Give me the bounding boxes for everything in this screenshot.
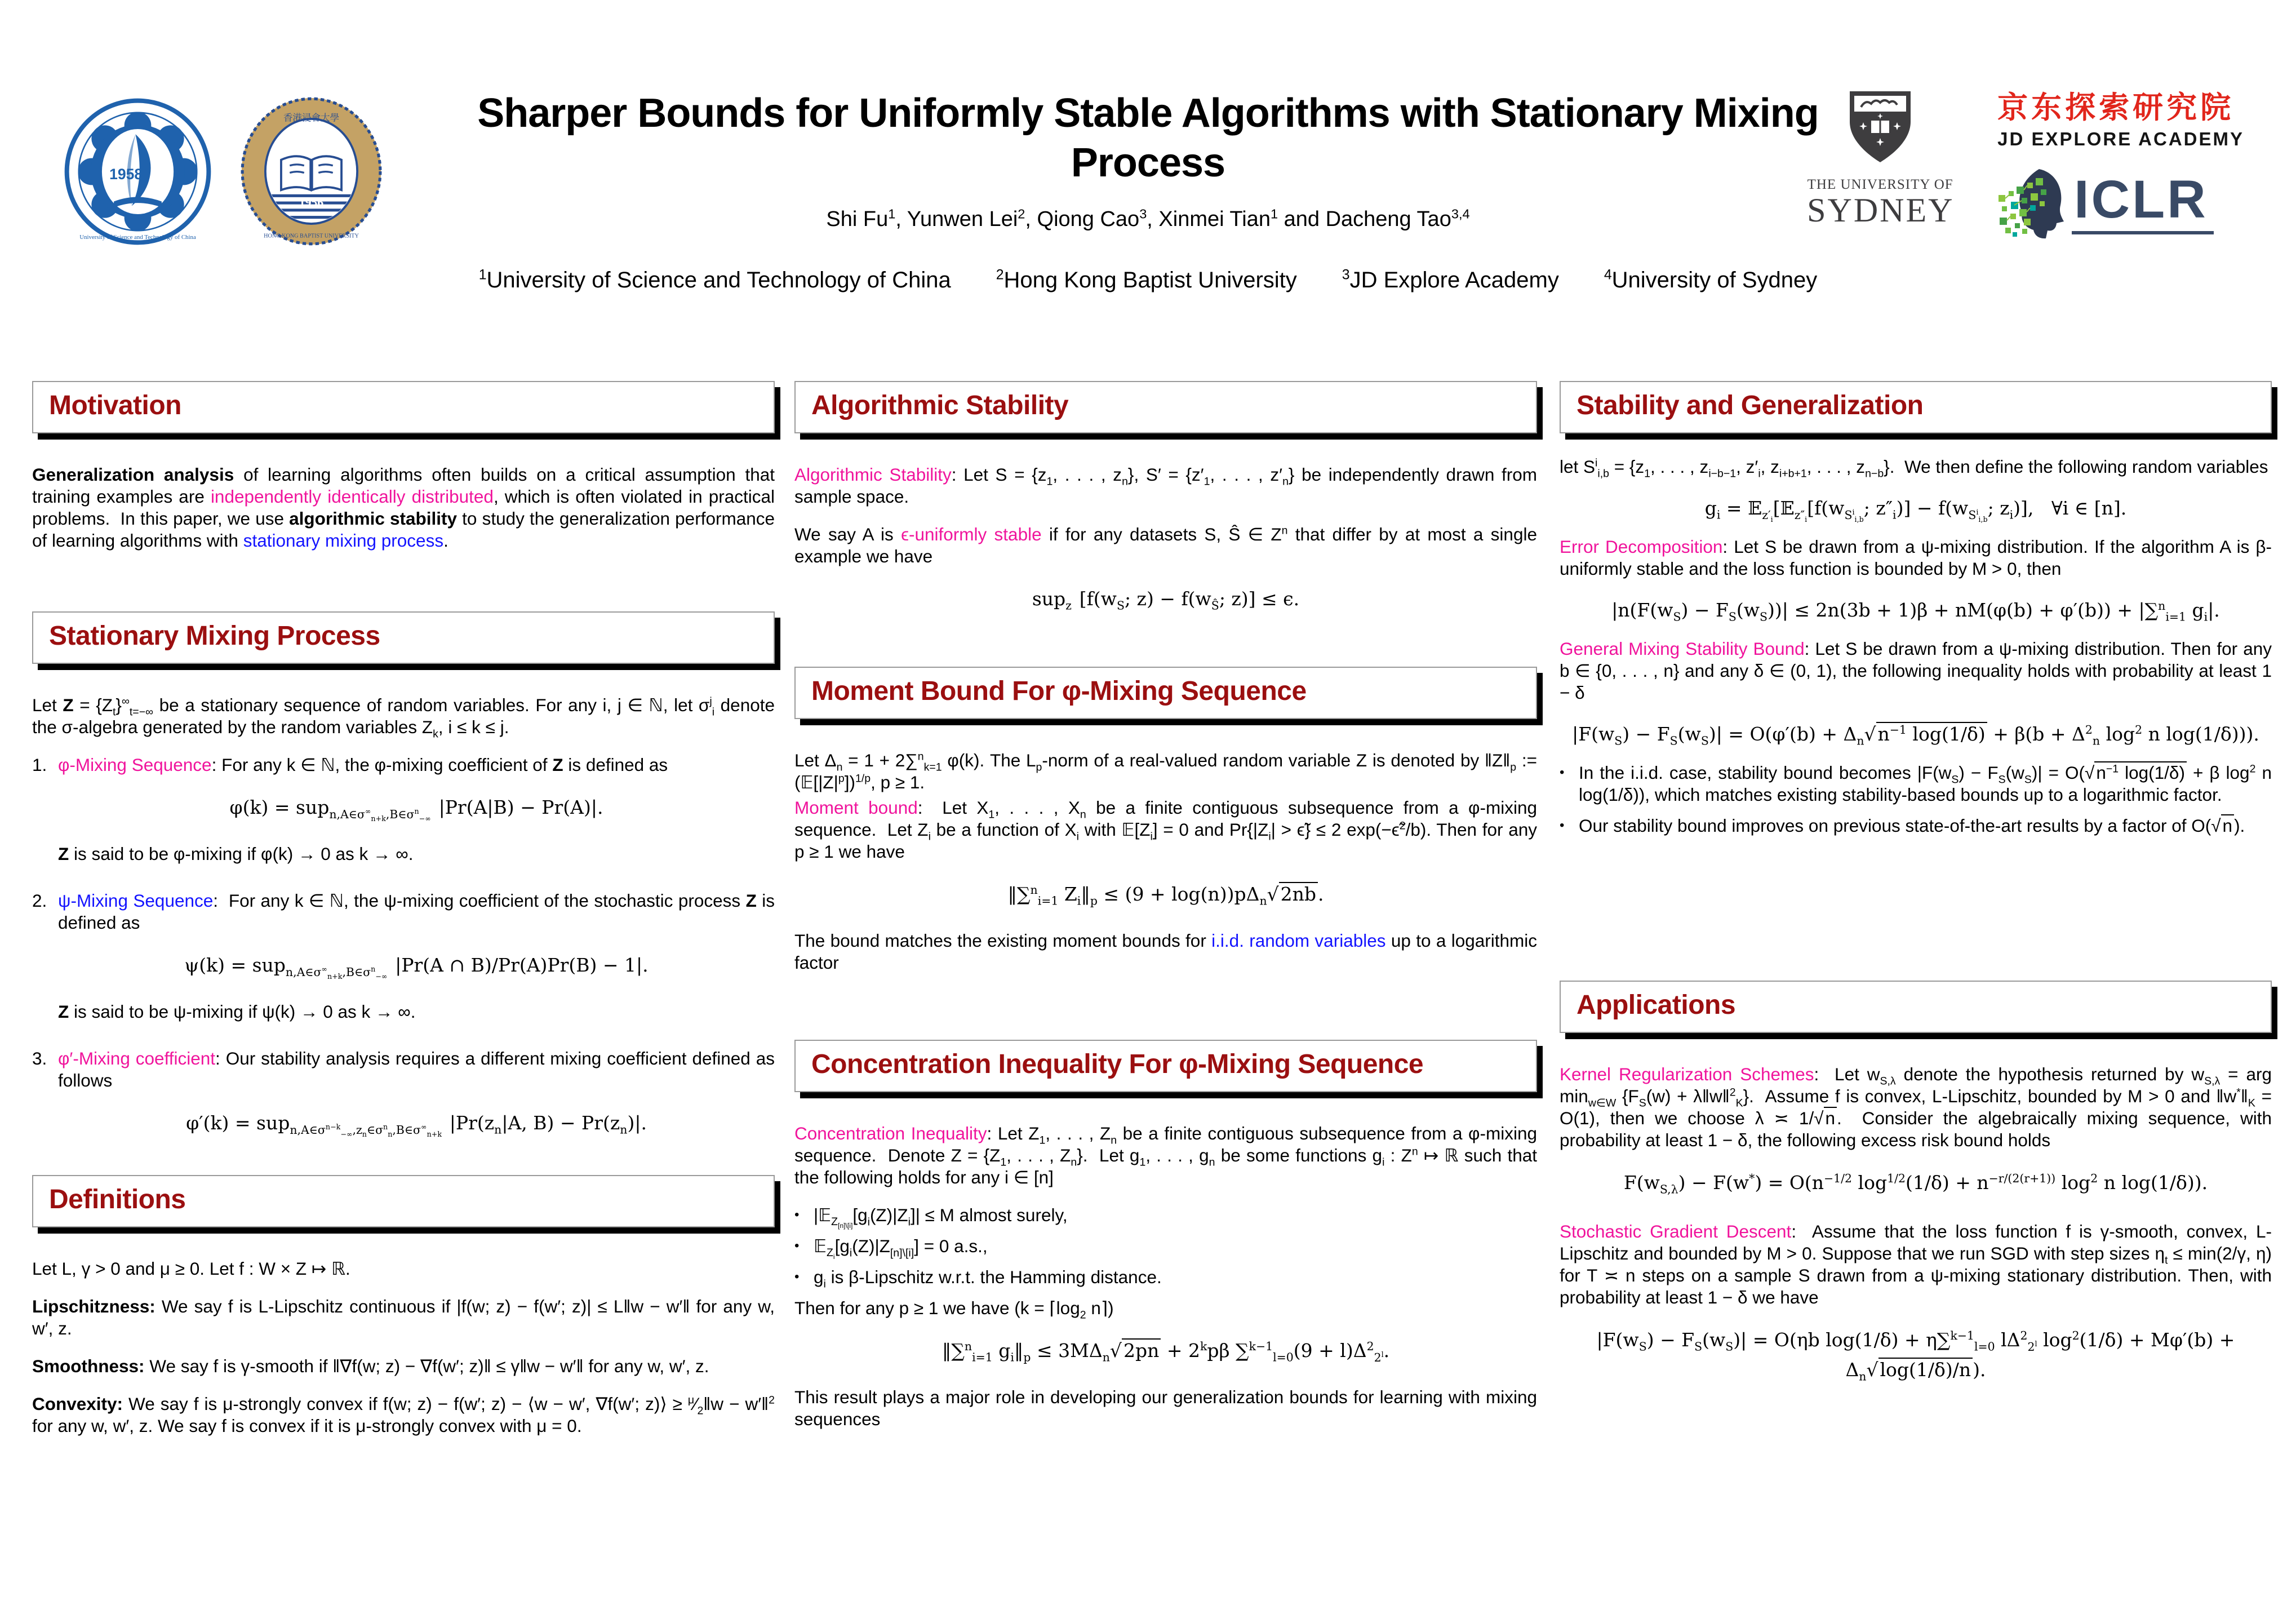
display-formula: $|F(w_S) - F_S(w_S)| = O(\eta b$ log(1/δ) + η∑$^{k-1}_{l=0}$ $l\Delta^2_{2^l}$ $\log^2(1/\delta) + M\varphi'(b) + \Delta_n√\log(1/\delta)/n$). <box>1596 1329 2235 1383</box>
display-formula: $|F(w_S) - F_S(w_S)| = O(\varphi'(b) + \Delta_n√n^{-1}$ $\log(1/\delta) + \beta(b + \Delta^2_n$ $\log^2 n$ log(1/δ))). <box>1572 722 2259 748</box>
paragraph: Concentration Inequality: Let $Z_1$, . . . , $Z_n$ be a finite contiguous subsequence from a φ-mixing sequence. Denote $Z = \{Z_1$, . . . , $Z_n$}. Let $g_1$, . . . , $g_n$ be some functions $g_i$ : $Z^n$ ↦ ℝ such that the following holds for any i ∈ [n] <box>794 1123 1537 1188</box>
section-concentration-inequality <box>794 1040 1537 1446</box>
paragraph: Let $\Delta_n = 1 + 2\sum^n_{k=1}$ φ(k). The $L_p$-norm of a real-valued random variable Z is denoted by $‖Z‖_p$ := $(𝔼[|Z|^p])^{1/p}$, p ≥ 1. <box>794 750 1537 793</box>
section-header <box>32 611 775 664</box>
paragraph: In the i.i.d. case, stability bound becomes $|F(w_S) - F_S(w_S)| = O(√n^{-1}$ log(1/δ) + β $\log^2 n$ log(1/δ)), which matches existing stability-based bounds up to a logarithmic factor. <box>1579 762 2272 805</box>
svg-text:HONG KONG BAPTIST UNIVERSITY: HONG KONG BAPTIST UNIVERSITY <box>264 233 359 240</box>
paragraph: Z is said to be φ-mixing if φ(k) → 0 as k → ∞. <box>58 843 414 864</box>
paragraph: let $S^i_{i,b} = \{z_1$, . . . , $z_{i-b-1}$, $z'_i$, $z_{i+b+1}$, . . . , $z_{n-b}$}. We then define the following random variables <box>1560 456 2268 480</box>
sydney-shield-icon <box>1846 89 1914 165</box>
poster-title: Sharper Bounds for Uniformly Stable Algorithms with Stationary Mixing Process <box>477 91 1819 185</box>
bullet-item <box>794 1204 1537 1230</box>
section-title: Motivation <box>49 391 181 420</box>
paragraph: φ-Mixing Sequence: For any k ∈ ℕ, the φ-mixing coefficient of Z is defined as <box>58 755 668 775</box>
paragraph: $g_i$ is β-Lipschitz w.r.t. the Hamming distance. <box>814 1267 1162 1291</box>
bullet-item <box>794 1235 1537 1261</box>
authors-line: Shi Fu$^1$, Yunwen Lei$^2$, Qiong Cao$^3$, Xinmei Tian$^1$ and Dacheng Tao$^{3,4}$ <box>826 206 1470 231</box>
hkbu-logo-icon <box>239 95 383 248</box>
display-formula: ‖∑$^n_{i=1}$ $Z_i‖_p \le (9 + \log(n))p\Delta_n√2nb$. <box>1007 883 1324 908</box>
item-number: 3. <box>32 1048 47 1068</box>
paragraph: Our stability bound improves on previous state-of-the-art results by a factor of O(√n). <box>1579 815 2245 836</box>
section-header <box>794 381 1537 433</box>
section-moment-bound <box>794 667 1537 990</box>
jd-logo <box>1997 92 2244 150</box>
svg-text:1956: 1956 <box>299 196 324 210</box>
header-logos-left <box>63 95 383 251</box>
bullet-item <box>794 1266 1537 1291</box>
svg-text:University of Science and Tech: University of Science and Technology of China <box>79 233 196 241</box>
sydney-logo <box>1807 89 1953 228</box>
section-header <box>32 381 775 433</box>
list-item <box>32 890 775 1039</box>
section-title: Stationary Mixing Process <box>49 621 380 651</box>
affiliations-line: $^1$University of Science and Technology of China $^2$Hong Kong Baptist University $^3$JD Explore Academy $^4$University of Sydney <box>478 267 1818 292</box>
svg-text:1958: 1958 <box>109 165 143 183</box>
paragraph: Then for any p ≥ 1 we have ($k = ⌈\log_2$ n⌉) <box>794 1298 1114 1322</box>
section-motivation <box>32 381 775 567</box>
paragraph: φ′-Mixing coefficient: Our stability analysis requires a different mixing coefficient defined as follows <box>58 1048 775 1090</box>
display-formula: φ(k) = sup$_{n,A\in\sigma^\infty_{n+k},B\in\sigma^n_{-\infty}}$ |Pr(A|B) − Pr(A)|. <box>229 796 603 823</box>
section-title: Definitions <box>49 1185 186 1214</box>
display-formula: ψ(k) = sup$_{n,A\in\sigma^\infty_{n+k},B\in\sigma^n_{-\infty}}$ |Pr(A ∩ B)/Pr(A)Pr(B) − 1|. <box>184 954 649 981</box>
bullet-item <box>1560 762 2272 806</box>
paragraph: Moment bound: Let $X_1$, . . . , $X_n$ be a finite contiguous subsequence from a φ-mixing sequence. Let $Z_i$ be a function of $X_i$ with $𝔼[Z_i] = 0$ and $Pr\{|Z_i|$ > ϵ̃} ≤ 2 exp(−ϵ̃$^2$/b). Then for any p ≥ 1 we have <box>794 797 1538 862</box>
paragraph: Let $Z = \{Z_t\}^\infty_{t=-\infty}$ be a stationary sequence of random variables. For any i, j ∈ ℕ, let $\sigma^j_i$ denote the σ-algebra generated by the random variables $Z_k$, i ≤ k ≤ j. <box>32 695 775 740</box>
display-formula: $|n(F(w_S) - F_S(w_S))| \le 2n(3b + 1)\beta + nM(\varphi(b) + \varphi'(b)) + |\sum^n_{i=1}$ $g_i|$. <box>1611 598 2220 624</box>
paragraph: Generalization analysis of learning algorithms often builds on a critical assumption that training examples are independently identically distributed, which is often violated in practical problems. In this paper, we use algorithmic stability to study the generalization performance of learning algorithms with stationary mixing process. <box>32 464 775 551</box>
bullet-icon: • <box>794 1269 800 1285</box>
display-formula: ‖∑$^n_{i=1}$ $g_i‖_p \le 3M\Delta_n√2pn + 2^kp\beta$ $\sum^{k-1}_{l=0}(9 + l)\Delta^2_{2^l}$. <box>942 1340 1390 1364</box>
display-formula: φ′(k) = sup$_{n,A\in\sigma^{n-k}_{-\infty},z_n\in\sigma^n_n,B\in\sigma^\infty_{n+k}}$ $|Pr(z_n|A$, $B) - Pr(z_n)|$. <box>186 1112 647 1138</box>
poster-header <box>0 0 2296 372</box>
iclr-logo-text: ICLR <box>2072 173 2214 234</box>
jd-logo-english: JD EXPLORE ACADEMY <box>1997 128 2244 149</box>
section-header <box>32 1175 775 1227</box>
paragraph: Error Decomposition: Let S be drawn from a ψ-mixing distribution. If the algorithm A is β-uniformly stable and the loss function is bounded by M > 0, then <box>1560 536 2272 579</box>
poster-columns <box>0 381 2296 1623</box>
paragraph: $|𝔼_{Z_{[n]\backslash[i]}}[g_i(Z)|Z_i]| \le M$ almost surely, <box>814 1205 1068 1230</box>
section-applications <box>1560 981 2272 1405</box>
jd-logo-chinese: 京东探索研究院 <box>1997 91 2235 125</box>
bullet-item <box>1560 815 2272 837</box>
iclr-logo <box>1997 167 2214 240</box>
section-title: Stability and Generalization <box>1576 391 1924 420</box>
display-formula: sup$_z$ [$f(w_S$; $z) - f(w_Ŝ$; z)] ≤ ϵ. <box>1032 588 1300 613</box>
paragraph: Lipschitzness: We say f is L-Lipschitz continuous if |f(w; z) − f(w′; z)| ≤ L‖w − w′‖ for any w, w′, z. <box>32 1296 775 1339</box>
sydney-logo-line2: SYDNEY <box>1807 192 1955 229</box>
header-logos-right <box>1807 85 2244 240</box>
section-header <box>1560 381 2272 433</box>
bullet-icon: • <box>794 1207 800 1223</box>
list-item <box>32 754 775 881</box>
paragraph: This result plays a major role in developing our generalization bounds for learning with mixing sequences <box>794 1387 1537 1430</box>
section-title: Applications <box>1576 990 1736 1020</box>
title-block <box>464 89 1833 293</box>
bullet-icon: • <box>794 1238 800 1254</box>
ustc-logo <box>63 97 212 249</box>
list-item <box>32 1048 775 1159</box>
section-title: Algorithmic Stability <box>811 391 1069 420</box>
section-stationary-mixing-process <box>32 611 775 1168</box>
svg-text:香港浸會大學: 香港浸會大學 <box>283 112 340 123</box>
paragraph: General Mixing Stability Bound: Let S be drawn from a ψ-mixing distribution. Then for any b ∈ {0, . . . , n} and any δ ∈ (0, 1), the following inequality holds with probability at least 1 − δ <box>1560 638 2272 703</box>
section-header <box>1560 981 2272 1033</box>
ustc-logo-icon <box>63 97 212 246</box>
display-formula: $g_i$ = $𝔼_{z'_i}[𝔼_{z''_i}[f(w_{S^i_{i,b}}$; $z''_i)] - f(w_{S^i_{i,b}}$; $z_i$)], ∀i ∈ [n]. <box>1704 497 2127 524</box>
hkbu-logo <box>239 95 383 251</box>
bullet-icon: • <box>1560 764 1565 780</box>
bullet-icon: • <box>1560 817 1565 833</box>
paragraph: Z is said to be ψ-mixing if ψ(k) → 0 as k → ∞. <box>58 1001 416 1022</box>
section-header <box>794 667 1537 719</box>
item-number: 1. <box>32 755 47 775</box>
section-header <box>794 1040 1537 1092</box>
item-number: 2. <box>32 890 47 911</box>
paragraph: Let L, γ > 0 and μ ≥ 0. Let f : W × Z ↦ ℝ. <box>32 1258 350 1279</box>
paragraph: Algorithmic Stability: Let $S = \{z_1$, . . . , $z_n$}, $S' = \{z'_1$, . . . , $z'_n$} be independently drawn from sample space. <box>794 464 1537 507</box>
sydney-logo-line1: THE UNIVERSITY OF <box>1807 177 1953 192</box>
paragraph: Smoothness: We say f is γ-smooth if ‖∇f(w; z) − ∇f(w′; z)‖ ≤ γ‖w − w′‖ for any w, w′, z. <box>32 1356 709 1377</box>
iclr-face-icon <box>1997 167 2064 240</box>
paragraph: Convexity: We say f is μ-strongly convex if f(w; z) − f(w′; z) − ⟨w − w′, ∇f(w′; z)⟩ ≥ $^\mu⁄_2‖w$ − w′‖$^2$ for any w, w′, z. We say f is convex if it is μ-strongly convex with μ = 0. <box>32 1394 775 1436</box>
section-algorithmic-stability <box>794 381 1537 635</box>
paragraph: Kernel Regularization Schemes: Let $w_{S,\lambda}$ denote the hypothesis returned by $w_{S,\lambda}$ = arg $\min_{w\in W} \{F_S(w)$ + λ‖w‖$^2_K$}. Assume f is convex, L-Lipschitz, bounded by M > 0 and $‖w^*‖_K = O(1)$, then we choose λ ≍ 1/√n. Consider the algebraically mixing sequence, with probability at least 1 − δ, the following excess risk bound holds <box>1560 1064 2272 1151</box>
paragraph: The bound matches the existing moment bounds for i.i.d. random variables up to a logarithmic factor <box>794 930 1538 973</box>
paragraph: Stochastic Gradient Descent: Assume that the loss function f is γ-smooth, convex, L-Lipschitz and bounded by M > 0. Suppose that we run SGD with step sizes $\eta_t \le \min(2/\gamma$, η) for T ≍ n steps on a sample S drawn from a ψ-mixing stationary distribution. Then, with probability at least 1 − δ we have <box>1560 1221 2272 1308</box>
section-title: Moment Bound For φ-Mixing Sequence <box>811 676 1307 706</box>
section-title: Concentration Inequality For φ-Mixing Sequence <box>811 1049 1424 1079</box>
section-definitions <box>32 1175 775 1453</box>
display-formula: $F(w_{S,\lambda}) - F(w^*) = O(n^{-1/2}$ $\log^{1/2}(1/\delta) + n^{-r/(2(r+1))}$ $\log^2 n$ log(1/δ)). <box>1623 1172 2208 1196</box>
section-stability-and-generalization <box>1560 381 2272 846</box>
paragraph: $𝔼_{Z_i}[g_i(Z)|Z_{[n]\backslash[i]}] = 0$ a.s., <box>814 1236 988 1261</box>
paragraph: ψ-Mixing Sequence: For any k ∈ ℕ, the ψ-mixing coefficient of the stochastic process Z is defined as <box>58 890 775 933</box>
paragraph: We say A is ϵ-uniformly stable if for any datasets S, Ŝ ∈ $Z^n$ that differ by at most a single example we have <box>794 524 1537 567</box>
